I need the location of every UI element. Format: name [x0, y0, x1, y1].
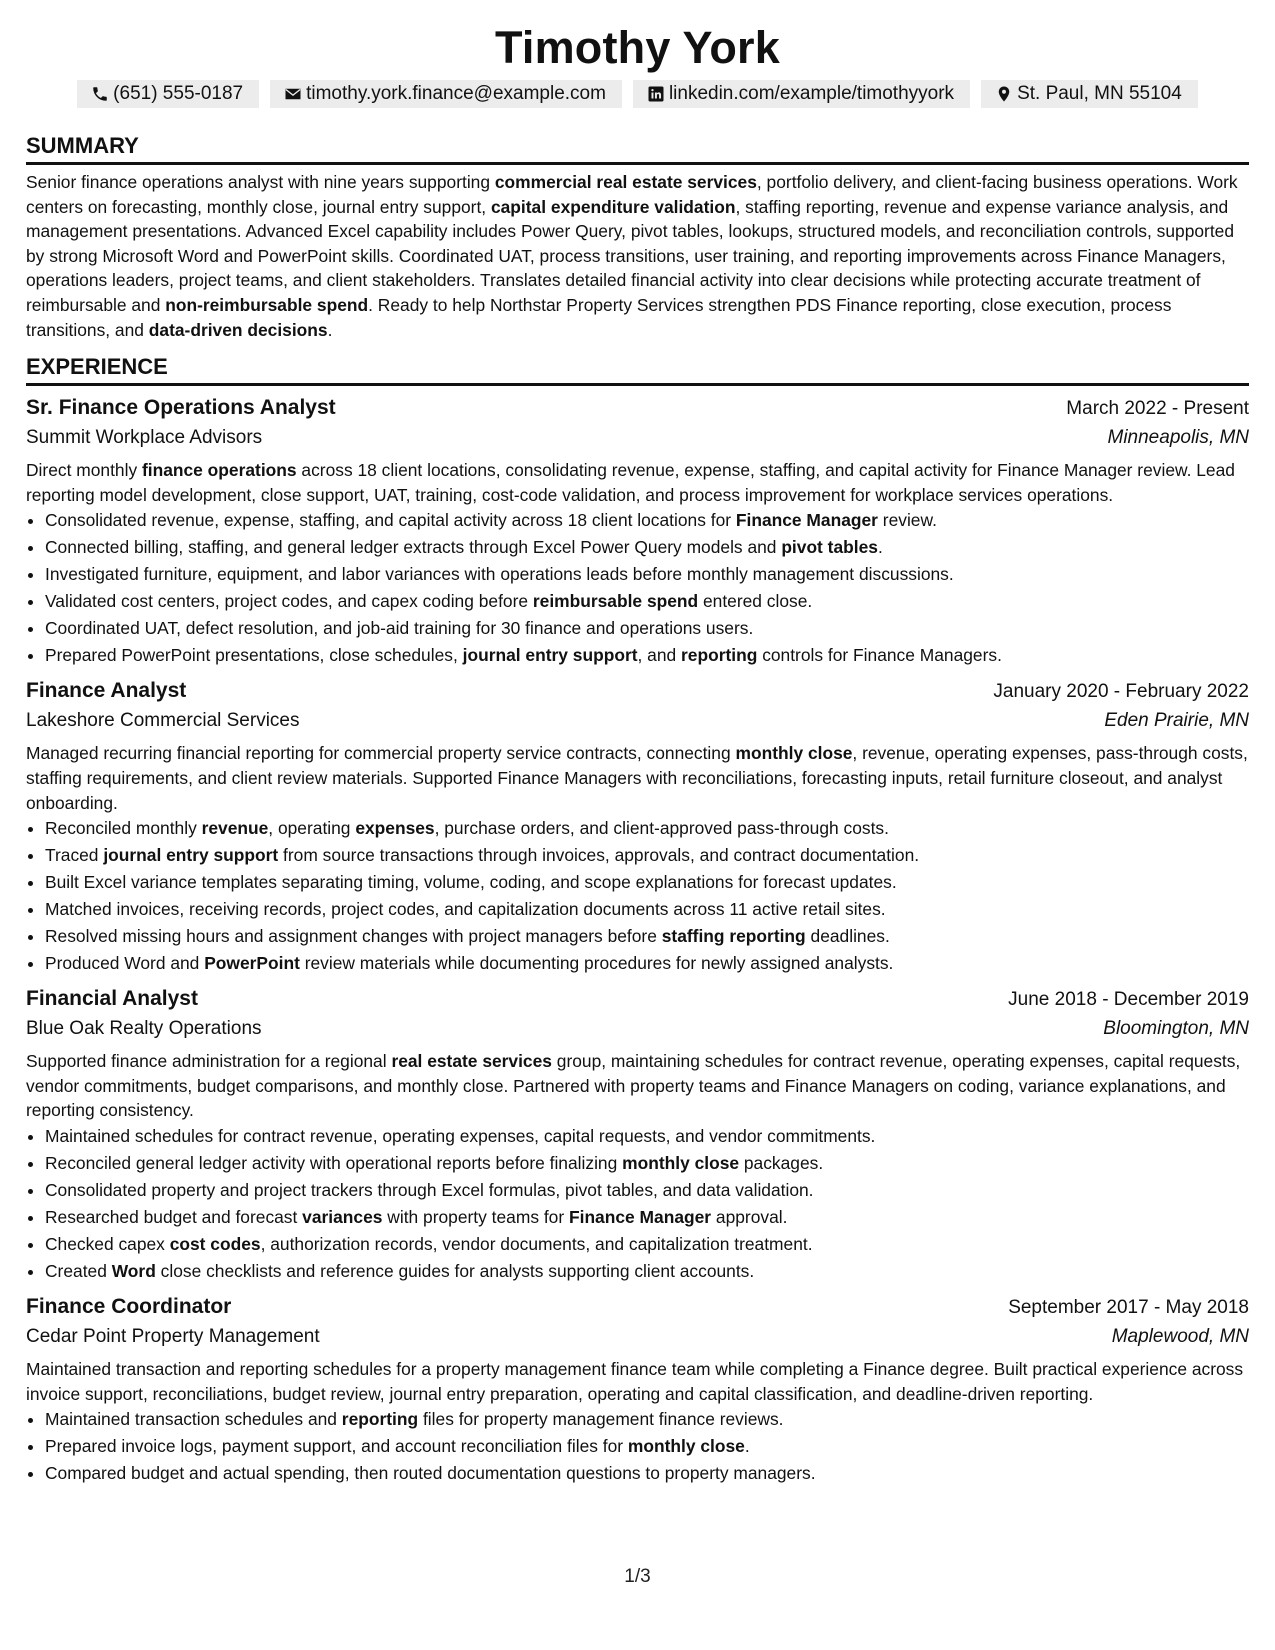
- emphasis-text: reporting: [681, 645, 758, 666]
- job-description: [26, 1357, 1249, 1406]
- emphasis-text: non-reimbursable spend: [165, 294, 369, 315]
- job-header: [26, 1292, 1249, 1322]
- text-run: review.: [877, 510, 937, 531]
- bullet-item: [45, 1231, 1249, 1258]
- job-company: Blue Oak Realty Operations: [26, 1018, 262, 1040]
- job-description: [26, 1049, 1249, 1123]
- emphasis-text: revenue: [201, 818, 269, 839]
- bullet-item: [45, 615, 1249, 642]
- bullet-item: [45, 1406, 1249, 1433]
- job-title: Financial Analyst: [26, 987, 198, 1011]
- emphasis-text: commercial real estate services: [494, 172, 757, 192]
- linkedin-icon: [647, 85, 665, 103]
- text-run: Compared budget and actual spending, then routed documentation questions to property managers.: [45, 1463, 816, 1484]
- job-entry: [26, 393, 1249, 669]
- bullet-item: [45, 950, 1249, 977]
- job-title: Sr. Finance Operations Analyst: [26, 396, 336, 420]
- job-header: [26, 676, 1249, 706]
- text-run: group, maintaining schedules for contract revenue, operating expenses, capital requests, vendor commitments, budget comparisons, and monthly close. Partnered with property teams and Finance Managers on coding, variance explanations, and reporting consistency.: [26, 1051, 1241, 1121]
- job-entry: [26, 676, 1249, 977]
- job-bullets: [26, 507, 1249, 669]
- emphasis-text: Finance Manager: [735, 510, 878, 531]
- emphasis-text: monthly close: [735, 743, 853, 764]
- job-entry: [26, 984, 1249, 1285]
- job-subheader: [26, 423, 1249, 453]
- text-run: Prepared PowerPoint presentations, close schedules,: [45, 645, 463, 666]
- bullet-item: [45, 642, 1249, 669]
- emphasis-text: real estate services: [391, 1051, 552, 1072]
- text-run: files for property management finance reviews.: [418, 1409, 784, 1430]
- emphasis-text: variances: [302, 1206, 383, 1227]
- job-dates: January 2020 - February 2022: [993, 681, 1249, 703]
- summary-text: [26, 170, 1249, 342]
- bullet-item: [45, 923, 1249, 950]
- text-run: .: [877, 537, 883, 558]
- text-run: Consolidated revenue, expense, staffing, and capital activity across 18 client locations for: [45, 510, 736, 531]
- text-run: , authorization records, vendor documents, and capitalization treatment.: [260, 1233, 813, 1254]
- text-run: , revenue, operating expenses, pass-through costs, staffing requirements, and client review materials. Supported Finance Managers with reconciliations, forecasting inputs, retail furniture closeout, and analyst onboarding.: [26, 743, 1248, 813]
- text-run: packages.: [739, 1152, 824, 1173]
- text-run: with property teams for: [382, 1206, 569, 1227]
- job-location: Bloomington, MN: [1103, 1018, 1249, 1040]
- text-run: , and: [637, 645, 682, 666]
- text-run: across 18 client locations, consolidating revenue, expense, staffing, and capital activity for Finance Manager review. Lead reporting model development, close support, UAT, training, cost-code validation, and process improvement for workplace services operations.: [26, 460, 1235, 505]
- text-run: . Ready to help Northstar Property Services strengthen PDS Finance reporting, close execution, process transitions, and: [26, 294, 1172, 340]
- text-run: Reconciled general ledger activity with operational reports before finalizing: [45, 1152, 623, 1173]
- job-description: [26, 741, 1249, 815]
- job-title: Finance Coordinator: [26, 1294, 232, 1318]
- emphasis-text: pivot tables: [781, 537, 878, 558]
- text-run: Validated cost centers, project codes, and capex coding before: [45, 591, 533, 612]
- text-run: Produced Word and: [45, 953, 205, 974]
- bullet-item: [45, 561, 1249, 588]
- job-bullets: [26, 1123, 1249, 1285]
- contact-location: [981, 80, 1198, 108]
- envelope-icon: [284, 85, 302, 103]
- emphasis-text: Finance Manager: [568, 1206, 712, 1227]
- text-run: .: [744, 1436, 750, 1457]
- job-header: [26, 984, 1249, 1014]
- bullet-item: [45, 1177, 1249, 1204]
- text-run: Managed recurring financial reporting for commercial property service contracts, connecting: [26, 743, 736, 764]
- bullet-item: [45, 1460, 1249, 1487]
- text-run: from source transactions through invoices, approvals, and contract documentation.: [278, 845, 920, 866]
- job-location: Maplewood, MN: [1111, 1325, 1249, 1347]
- emphasis-text: Word: [111, 1260, 156, 1281]
- text-run: Direct monthly: [26, 460, 142, 481]
- emphasis-text: PowerPoint: [204, 953, 300, 974]
- bullet-item: [45, 507, 1249, 534]
- experience-list: [26, 393, 1249, 1487]
- job-title: Finance Analyst: [26, 679, 187, 703]
- bullet-item: [45, 1258, 1249, 1285]
- job-dates: March 2022 - Present: [1066, 398, 1249, 420]
- text-run: Supported finance administration for a regional: [26, 1051, 392, 1072]
- contact-linkedin-text: linkedin.com/example/timothyyork: [668, 83, 955, 104]
- bullet-item: [45, 534, 1249, 561]
- contact-linkedin[interactable]: [633, 80, 970, 108]
- emphasis-text: reimbursable spend: [532, 591, 699, 612]
- bullet-item: [45, 815, 1249, 842]
- job-description: [26, 458, 1249, 507]
- text-run: , portfolio delivery, and client-facing business operations. Work centers on forecasting, monthly close, journal entry support,: [26, 172, 1238, 217]
- contact-location-text: St. Paul, MN 55104: [1017, 83, 1182, 104]
- text-run: approval.: [711, 1206, 788, 1227]
- emphasis-text: journal entry support: [103, 845, 279, 866]
- text-run: Created: [45, 1260, 112, 1281]
- contact-email[interactable]: [270, 80, 622, 108]
- text-run: close checklists and reference guides for analysts supporting client accounts.: [155, 1260, 755, 1281]
- text-run: , staffing reporting, revenue and expense variance analysis, and management presentations. Advanced Excel capability includes Power Query, pivot tables, lookups, structured models, and reconciliation controls, supported by strong Microsoft Word and PowerPoint skills. Coordinated UAT, process transitions, user training, and reporting improvements across Finance Managers, operations leaders, project teams, and client stakeholders. Translates detailed financial activity into clear decisions while protecting accurate treatment of reimbursable and: [26, 196, 1235, 315]
- text-run: .: [327, 319, 333, 340]
- emphasis-text: data-driven decisions: [148, 319, 328, 340]
- emphasis-text: reporting: [341, 1409, 419, 1430]
- emphasis-text: journal entry support: [462, 645, 638, 666]
- bullet-item: [45, 842, 1249, 869]
- emphasis-text: monthly close: [627, 1436, 745, 1457]
- contact-bar: [26, 80, 1249, 108]
- page-number: 1/3: [624, 1566, 651, 1587]
- job-header: [26, 393, 1249, 423]
- text-run: Matched invoices, receiving records, project codes, and capitalization documents across 11 active retail sites.: [45, 899, 886, 920]
- text-run: Maintained schedules for contract revenue, operating expenses, capital requests, and vendor commitments.: [45, 1125, 876, 1146]
- text-run: Built Excel variance templates separating timing, volume, coding, and scope explanations for forecast updates.: [45, 872, 897, 893]
- text-run: Senior finance operations analyst with nine years supporting: [26, 172, 495, 192]
- resume-page: [26, 0, 1249, 1487]
- phone-icon: [91, 85, 109, 103]
- candidate-name: Timothy York: [495, 22, 780, 73]
- text-run: review materials while documenting procedures for newly assigned analysts.: [299, 953, 894, 974]
- job-company: Summit Workplace Advisors: [26, 427, 263, 449]
- map-pin-icon: [995, 85, 1013, 103]
- job-bullets: [26, 815, 1249, 977]
- job-subheader: [26, 1322, 1249, 1352]
- text-run: Researched budget and forecast: [45, 1206, 303, 1227]
- bullet-item: [45, 1150, 1249, 1177]
- bullet-item: [45, 1123, 1249, 1150]
- text-run: Traced: [45, 845, 104, 866]
- text-run: , operating: [268, 818, 356, 839]
- text-run: Resolved missing hours and assignment changes with project managers before: [45, 926, 662, 947]
- text-run: Maintained transaction and reporting schedules for a property management finance team while completing a Finance degree. Built practical experience across invoice support, reconciliations, budget review, journal entry preparation, operating and capital classification, and deadline-driven reporting.: [26, 1358, 1244, 1404]
- experience-heading: EXPERIENCE: [26, 353, 1249, 386]
- text-run: Checked capex: [45, 1233, 170, 1254]
- emphasis-text: finance operations: [141, 460, 297, 481]
- job-location: Minneapolis, MN: [1107, 427, 1249, 449]
- bullet-item: [45, 896, 1249, 923]
- text-run: Consolidated property and project trackers through Excel formulas, pivot tables, and data validation.: [45, 1179, 814, 1200]
- summary-heading: SUMMARY: [26, 132, 1249, 165]
- emphasis-text: capital expenditure validation: [490, 196, 736, 217]
- job-subheader: [26, 706, 1249, 736]
- text-run: Coordinated UAT, defect resolution, and job-aid training for 30 finance and operations users.: [45, 618, 754, 639]
- emphasis-text: expenses: [355, 818, 435, 839]
- text-run: Investigated furniture, equipment, and labor variances with operations leads before monthly management discussions.: [45, 564, 954, 585]
- text-run: entered close.: [698, 591, 813, 612]
- text-run: Connected billing, staffing, and general ledger extracts through Excel Power Query models and: [45, 537, 782, 558]
- contact-phone[interactable]: [77, 80, 259, 108]
- contact-email-text: timothy.york.finance@example.com: [306, 83, 606, 104]
- job-location: Eden Prairie, MN: [1104, 710, 1249, 732]
- text-run: Maintained transaction schedules and: [45, 1409, 342, 1430]
- job-dates: September 2017 - May 2018: [1008, 1296, 1249, 1318]
- text-run: Prepared invoice logs, payment support, and account reconciliation files for: [45, 1436, 628, 1457]
- job-company: Cedar Point Property Management: [26, 1325, 320, 1347]
- emphasis-text: cost codes: [169, 1233, 261, 1254]
- text-run: , purchase orders, and client-approved pass-through costs.: [434, 818, 889, 839]
- job-bullets: [26, 1406, 1249, 1487]
- bullet-item: [45, 1433, 1249, 1460]
- job-entry: [26, 1292, 1249, 1487]
- text-run: Reconciled monthly: [45, 818, 202, 839]
- job-dates: June 2018 - December 2019: [1008, 989, 1249, 1011]
- text-run: deadlines.: [805, 926, 890, 947]
- bullet-item: [45, 869, 1249, 896]
- job-subheader: [26, 1014, 1249, 1044]
- job-company: Lakeshore Commercial Services: [26, 710, 300, 732]
- contact-phone-text: (651) 555-0187: [113, 83, 244, 104]
- emphasis-text: monthly close: [622, 1152, 740, 1173]
- text-run: controls for Finance Managers.: [757, 645, 1002, 666]
- emphasis-text: staffing reporting: [661, 926, 806, 947]
- bullet-item: [45, 1204, 1249, 1231]
- bullet-item: [45, 588, 1249, 615]
